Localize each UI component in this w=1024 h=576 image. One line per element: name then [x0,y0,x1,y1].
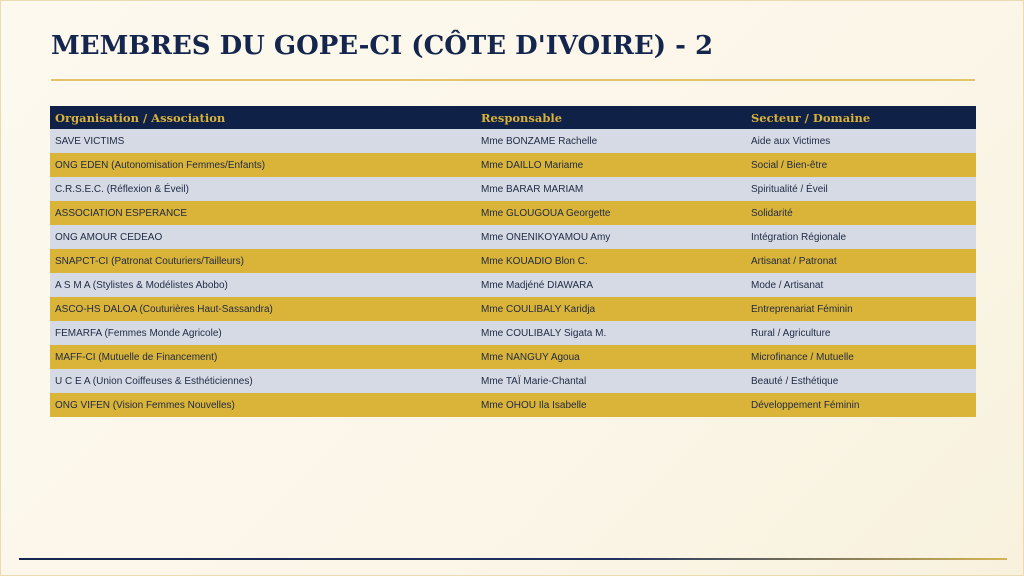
slide-title: MEMBRES DU GOPE-CI (CÔTE D'IVOIRE) - 2 [51,31,714,61]
cell-responsable: Mme DAILLO Mariame [476,153,746,177]
header-secteur: Secteur / Domaine [746,106,976,129]
cell-responsable: Mme OHOU Ila Isabelle [476,393,746,417]
cell-organisation: ASSOCIATION ESPERANCE [50,201,476,225]
cell-organisation: SNAPCT-CI (Patronat Couturiers/Tailleurs) [50,249,476,273]
cell-secteur: Artisanat / Patronat [746,249,976,273]
cell-organisation: U C E A (Union Coiffeuses & Esthéticiennes) [50,369,476,393]
cell-organisation: ONG AMOUR CEDEAO [50,225,476,249]
table-header-row [50,106,976,129]
cell-responsable: Mme ONENIKOYAMOU Amy [476,225,746,249]
cell-secteur: Intégration Régionale [746,225,976,249]
cell-secteur: Microfinance / Mutuelle [746,345,976,369]
table-row [50,225,976,249]
cell-responsable: Mme BONZAME Rachelle [476,129,746,153]
cell-responsable: Mme TAÏ Marie-Chantal [476,369,746,393]
cell-secteur: Entreprenariat Féminin [746,297,976,321]
table-row [50,249,976,273]
title-divider [51,79,975,81]
cell-secteur: Mode / Artisanat [746,273,976,297]
table-row [50,177,976,201]
table-row [50,369,976,393]
cell-secteur: Développement Féminin [746,393,976,417]
cell-secteur: Aide aux Victimes [746,129,976,153]
header-responsable: Responsable [476,106,746,129]
footer-divider [19,558,1007,560]
cell-secteur: Solidarité [746,201,976,225]
cell-secteur: Spiritualité / Éveil [746,177,976,201]
cell-responsable: Mme KOUADIO Blon C. [476,249,746,273]
header-organisation: Organisation / Association [50,106,476,129]
cell-responsable: Mme GLOUGOUA Georgette [476,201,746,225]
cell-organisation: ONG EDEN (Autonomisation Femmes/Enfants) [50,153,476,177]
cell-responsable: Mme NANGUY Agoua [476,345,746,369]
cell-responsable: Mme BARAR MARIAM [476,177,746,201]
table-row [50,321,976,345]
table-row [50,273,976,297]
table-row [50,129,976,153]
cell-responsable: Mme COULIBALY Karidja [476,297,746,321]
table-row [50,201,976,225]
cell-secteur: Beauté / Esthétique [746,369,976,393]
table-row [50,297,976,321]
cell-organisation: C.R.S.E.C. (Réflexion & Éveil) [50,177,476,201]
cell-organisation: ASCO-HS DALOA (Couturières Haut-Sassandra) [50,297,476,321]
table-row [50,393,976,417]
cell-organisation: A S M A (Stylistes & Modélistes Abobo) [50,273,476,297]
cell-responsable: Mme Madjéné DIAWARA [476,273,746,297]
cell-organisation: ONG VIFEN (Vision Femmes Nouvelles) [50,393,476,417]
table-row [50,153,976,177]
cell-secteur: Social / Bien-être [746,153,976,177]
cell-secteur: Rural / Agriculture [746,321,976,345]
table-row [50,345,976,369]
cell-organisation: FEMARFA (Femmes Monde Agricole) [50,321,476,345]
members-table [50,106,976,417]
cell-responsable: Mme COULIBALY Sigata M. [476,321,746,345]
cell-organisation: MAFF-CI (Mutuelle de Financement) [50,345,476,369]
cell-organisation: SAVE VICTIMS [50,129,476,153]
